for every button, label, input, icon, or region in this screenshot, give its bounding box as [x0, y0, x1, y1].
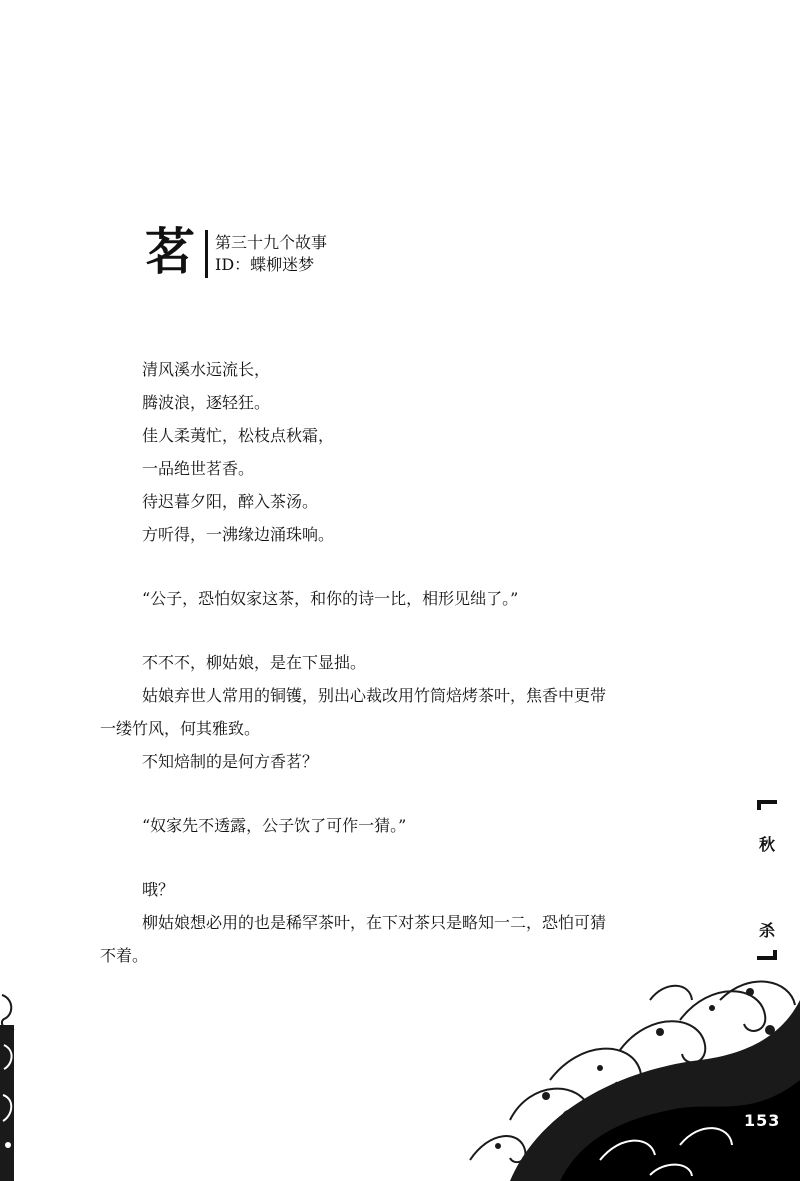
poem-line: 佳人柔荑忙，松枝点秋霜，	[142, 426, 335, 445]
paragraph-line: 姑娘弃世人常用的铜镬，别出心裁改用竹筒焙烤茶叶，焦香中更带	[142, 686, 607, 705]
bracket-bottom-icon	[757, 950, 777, 960]
poem-line: 方听得，一沸缘边涌珠响。	[142, 525, 335, 544]
floral-ornament	[450, 960, 800, 1181]
paragraph-line: 不不不，柳姑娘，是在下显拙。	[142, 653, 367, 672]
section-tab	[755, 800, 779, 962]
poem-line: 腾波浪，逐轻狂。	[142, 393, 271, 412]
chapter-title-char: 茗	[145, 222, 195, 281]
dialogue-line: “公子，恐怕奴家这茶，和你的诗一比，相形见绌了。”	[142, 589, 519, 608]
paragraph-line: 不着。	[100, 946, 149, 965]
paragraph-gap	[100, 615, 700, 646]
story-label: 第三十九个故事	[215, 233, 328, 252]
bracket-top-icon	[757, 800, 777, 810]
paragraph-line: 柳姑娘想必用的也是稀罕茶叶，在下对茶只是略知一二，恐怕可猜	[142, 913, 607, 932]
body-text	[100, 353, 700, 972]
paragraph-gap	[100, 551, 700, 582]
left-ornament-strip	[0, 985, 22, 1181]
paragraph-gap	[100, 778, 700, 809]
author-id: ID：蝶柳迷梦	[215, 255, 315, 274]
paragraph-line: 一缕竹风，何其雅致。	[100, 719, 261, 738]
chapter-meta	[215, 232, 327, 276]
page-number: 153	[744, 1111, 781, 1130]
poem-line: 一品绝世茗香。	[142, 459, 255, 478]
section-tab-char: 秋	[758, 835, 775, 854]
paragraph-line: 哦？	[142, 880, 175, 899]
poem-line: 待迟暮夕阳，醉入茶汤。	[142, 492, 319, 511]
paragraph-gap	[100, 842, 700, 873]
poem-line: 清风溪水远流长，	[142, 360, 271, 379]
dialogue-line: “奴家先不透露，公子饮了可作一猜。”	[142, 816, 407, 835]
header-divider	[205, 230, 208, 278]
section-tab-char: 杀	[758, 921, 775, 940]
paragraph-line: 不知焙制的是何方香茗？	[142, 752, 319, 771]
